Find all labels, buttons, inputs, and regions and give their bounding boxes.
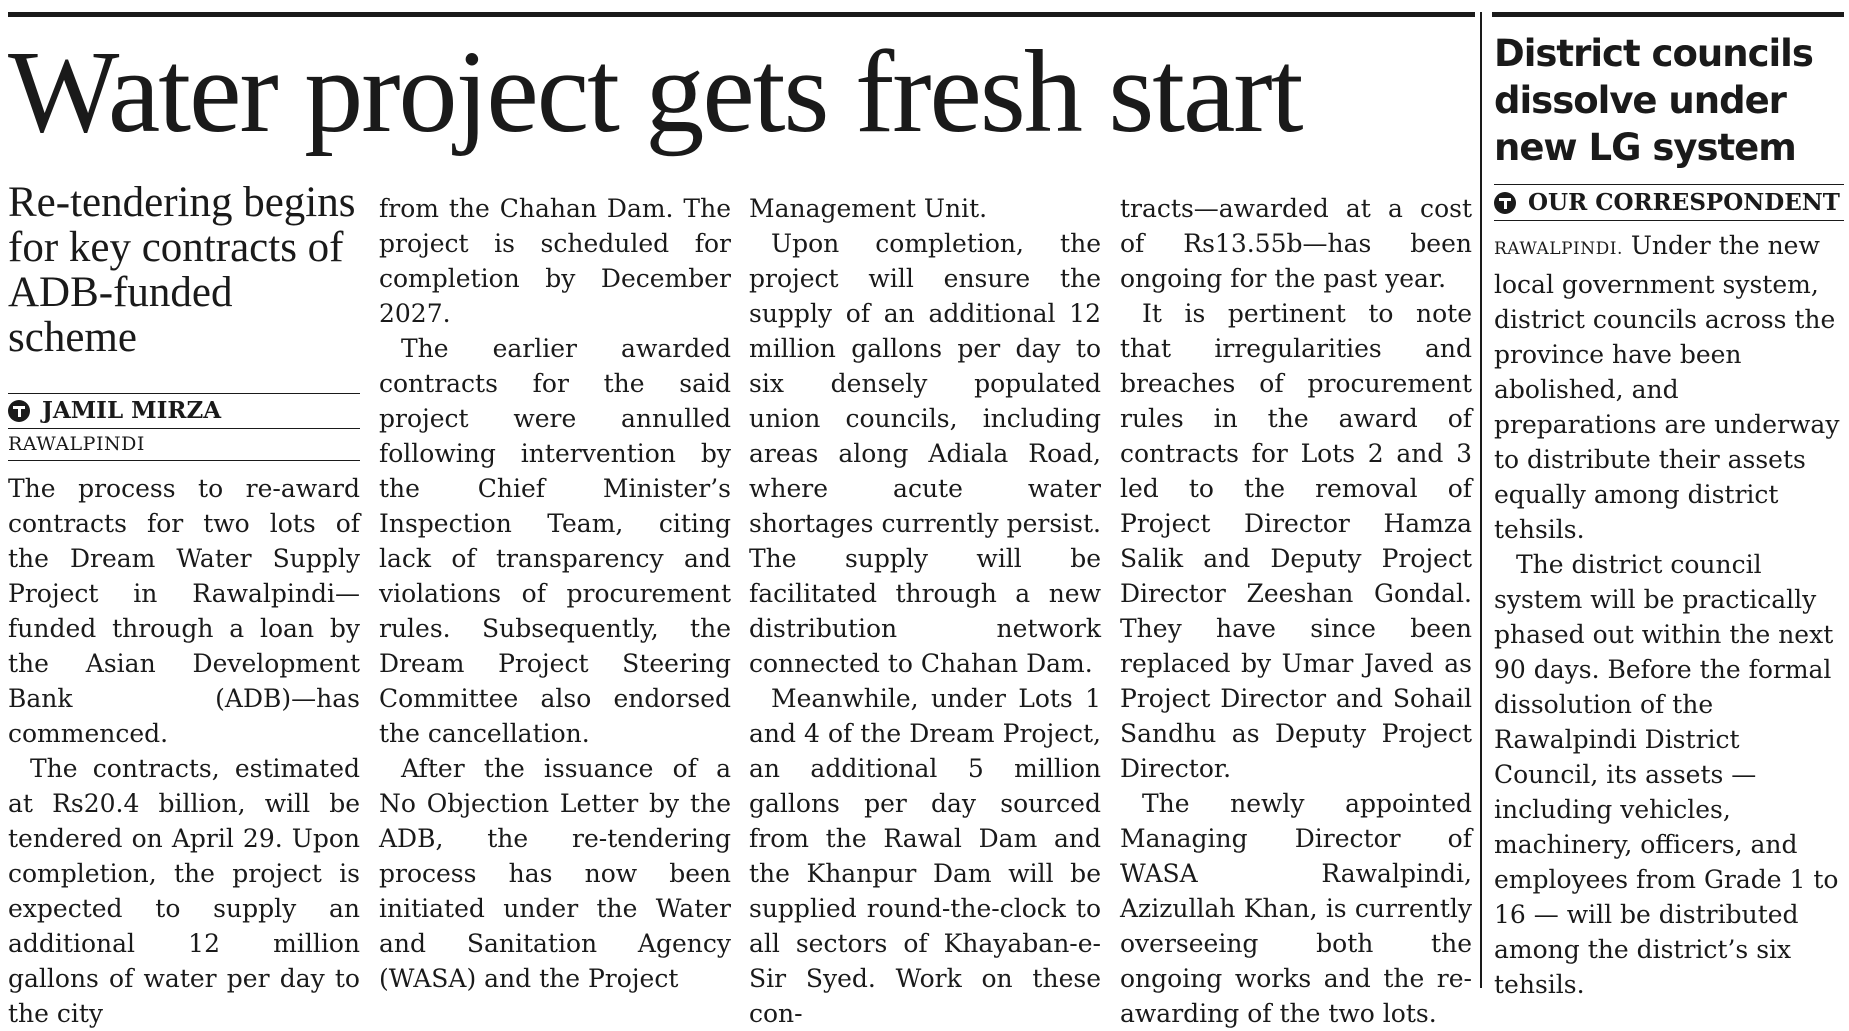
article-column-1 — [8, 471, 360, 1028]
sidebar-byline-rule-top — [1494, 184, 1844, 185]
paragraph: Meanwhile, under Lots 1 and 4 of the Dream Project, an additional 5 million gallons per day sourced from the Rawal Dam and the Khanpur Dam will be supplied round-the-clock to all sectors of Khayaban-e-Sir Syed. Work on these con- — [749, 684, 1101, 1028]
byline-rule-bottom — [8, 460, 360, 461]
sidebar-divider — [1480, 12, 1482, 988]
paragraph: The earlier awarded contracts for the said project were annulled following intervention by the Chief Minister’s Inspection Team, citing lack of transparency and violations of procurement rules. Subsequently, the Dream Project Steering Committee also endorsed the cancellation. — [379, 334, 731, 748]
sidebar-paragraph-1: Under the new local government system, district councils across the province have been abolished, and preparations are underway to distribute their assets equally among district tehsils. — [1494, 231, 1840, 544]
article-byline — [8, 396, 221, 426]
paragraph: It is pertinent to note that irregularities and breaches of procurement rules in the award of contracts for Lots 2 and 3 led to the removal of Project Director Hamza Salik and Deputy Project Director Zeeshan Gondal. They have since been replaced by Umar Javed as Project Director and Sohail Sandhu as Deputy Project Director. — [1120, 299, 1472, 783]
paragraph: After the issuance of a No Objection Letter by the ADB, the re-tendering process has now been initiated under the Water and Sanitation Agency (WASA) and the Project — [379, 754, 731, 993]
article-dateline: RAWALPINDI — [8, 433, 145, 455]
paragraph: from the Chahan Dam. The project is scheduled for completion by December 2027. — [379, 194, 731, 328]
sidebar-headline: District councils dissolve under new LG system — [1494, 32, 1813, 169]
paragraph: The district council system will be practically phased out within the next 90 days. Before the formal dissolution of the Rawalpindi District Council, its assets — including vehicles, machinery, officers, and employees from Grade 1 to 16 — will be distributed among the district’s six tehsils. — [1494, 550, 1839, 999]
sidebar-byline — [1494, 188, 1840, 218]
byline-author: JAMIL MIRZA — [42, 397, 222, 424]
article-column-3 — [749, 191, 1101, 1028]
sidebar-byline-rule-bottom — [1494, 220, 1844, 221]
paragraph: Upon completion, the project will ensure the supply of an additional 12 million gallons per day to six densely populated union councils, including areas along Adiala Road, where acute water shortages currently persist. The supply will be facilitated through a new distribution network connected to Chahan Dam. — [749, 229, 1101, 678]
sidebar-body — [1494, 228, 1844, 998]
article-column-2 — [379, 191, 731, 996]
paragraph: Management Unit. — [749, 194, 988, 223]
paragraph — [1494, 228, 1844, 547]
article-headline: Water project gets fresh start — [8, 26, 1302, 157]
sidebar-byline-author: OUR CORRESPONDENT — [1528, 189, 1840, 216]
newspaper-logo-icon — [8, 400, 30, 422]
paragraph: The newly appointed Managing Director of WASA Rawalpindi, Azizullah Khan, is currently overseeing both the ongoing works and the re-awarding of the two lots. — [1120, 789, 1472, 1028]
article-deck: Re-tendering begins for key contracts of ADB-funded scheme — [8, 179, 356, 361]
top-rule-main — [8, 12, 1475, 17]
paragraph: The contracts, estimated at Rs20.4 billion, will be tendered on April 29. Upon completion, the project is expected to supply an additional 12 million gallons of water per day to the city — [8, 754, 360, 1028]
paragraph: tracts—awarded at a cost of Rs13.55b—has been ongoing for the past year. — [1120, 194, 1472, 293]
byline-rule-top — [8, 393, 360, 394]
byline-rule-middle — [8, 428, 360, 429]
top-rule-sidebar — [1492, 12, 1844, 17]
article-column-4 — [1120, 191, 1472, 1028]
newspaper-logo-icon — [1494, 192, 1516, 214]
sidebar-dateline: RAWALPINDI. — [1494, 239, 1623, 259]
paragraph: The process to re-award contracts for two lots of the Dream Water Supply Project in Rawalpindi—funded through a loan by the Asian Development Bank (ADB)—has commenced. — [8, 474, 360, 748]
